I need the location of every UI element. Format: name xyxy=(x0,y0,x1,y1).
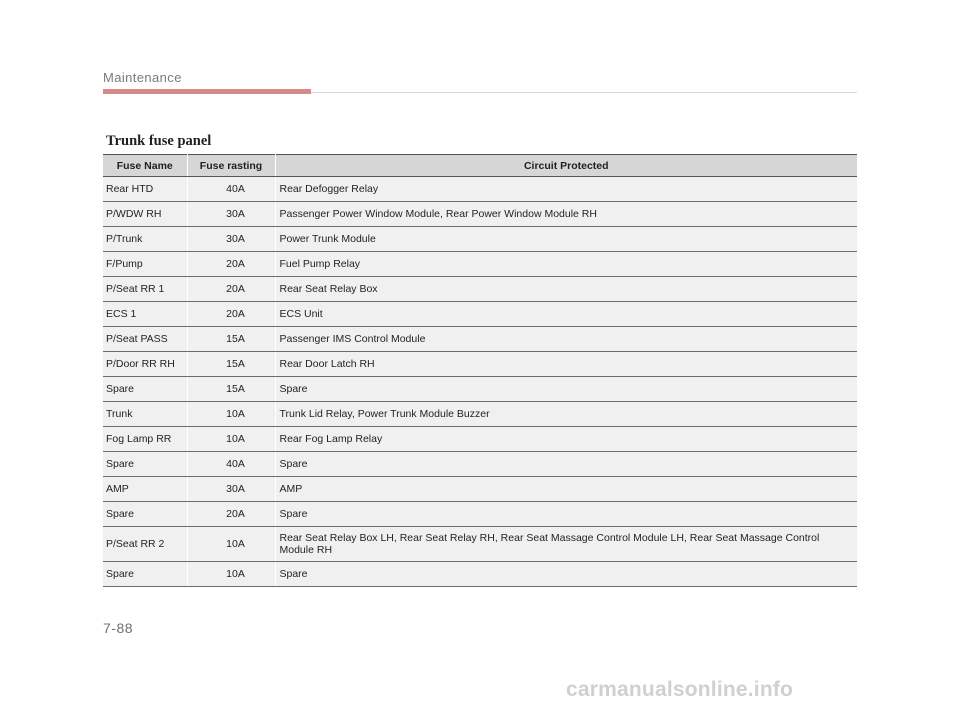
circuit-cell: Rear Defogger Relay xyxy=(275,177,857,202)
fuse-rating-cell: 40A xyxy=(187,177,275,202)
fuse-name-cell: Spare xyxy=(103,502,187,527)
fuse-rating-cell: 15A xyxy=(187,352,275,377)
fuse-rating-cell: 20A xyxy=(187,302,275,327)
fuse-rating-cell: 10A xyxy=(187,402,275,427)
fuse-rating-cell: 20A xyxy=(187,277,275,302)
header-accent-bar xyxy=(103,89,311,94)
table-row xyxy=(103,502,857,527)
circuit-cell: Spare xyxy=(275,452,857,477)
circuit-cell: Spare xyxy=(275,562,857,587)
table-row xyxy=(103,177,857,202)
table-row xyxy=(103,252,857,277)
table-row xyxy=(103,277,857,302)
table-row xyxy=(103,427,857,452)
circuit-cell: Spare xyxy=(275,377,857,402)
fuse-name-cell: P/Door RR RH xyxy=(103,352,187,377)
column-header-circuit-protected: Circuit Protected xyxy=(275,155,857,177)
fuse-rating-cell: 15A xyxy=(187,377,275,402)
fuse-table xyxy=(103,154,857,587)
fuse-name-cell: AMP xyxy=(103,477,187,502)
fuse-rating-cell: 10A xyxy=(187,427,275,452)
fuse-name-cell: Trunk xyxy=(103,402,187,427)
fuse-name-cell: P/Seat PASS xyxy=(103,327,187,352)
circuit-cell: Rear Seat Relay Box LH, Rear Seat Relay RH, Rear Seat Massage Control Module LH, Rear Seat Massage Control Module RH xyxy=(275,527,857,562)
circuit-cell: ECS Unit xyxy=(275,302,857,327)
table-row xyxy=(103,402,857,427)
circuit-cell: Rear Fog Lamp Relay xyxy=(275,427,857,452)
table-row xyxy=(103,477,857,502)
header-divider xyxy=(311,92,857,93)
table-row xyxy=(103,202,857,227)
table-row xyxy=(103,352,857,377)
fuse-name-cell: P/Trunk xyxy=(103,227,187,252)
table-row xyxy=(103,377,857,402)
fuse-name-cell: Fog Lamp RR xyxy=(103,427,187,452)
circuit-cell: Passenger Power Window Module, Rear Power Window Module RH xyxy=(275,202,857,227)
circuit-cell: AMP xyxy=(275,477,857,502)
table-row xyxy=(103,527,857,562)
circuit-cell: Power Trunk Module xyxy=(275,227,857,252)
fuse-name-cell: P/Seat RR 1 xyxy=(103,277,187,302)
circuit-cell: Rear Door Latch RH xyxy=(275,352,857,377)
fuse-rating-cell: 10A xyxy=(187,562,275,587)
table-row xyxy=(103,227,857,252)
fuse-name-cell: Spare xyxy=(103,452,187,477)
fuse-name-cell: Rear HTD xyxy=(103,177,187,202)
table-header-row xyxy=(103,155,857,177)
circuit-cell: Spare xyxy=(275,502,857,527)
fuse-name-cell: P/WDW RH xyxy=(103,202,187,227)
table-row xyxy=(103,452,857,477)
watermark: carmanualsonline.info xyxy=(566,678,794,701)
fuse-name-cell: ECS 1 xyxy=(103,302,187,327)
circuit-cell: Fuel Pump Relay xyxy=(275,252,857,277)
table-row xyxy=(103,562,857,587)
table-row xyxy=(103,302,857,327)
fuse-rating-cell: 40A xyxy=(187,452,275,477)
circuit-cell: Rear Seat Relay Box xyxy=(275,277,857,302)
circuit-cell: Trunk Lid Relay, Power Trunk Module Buzzer xyxy=(275,402,857,427)
table-row xyxy=(103,327,857,352)
fuse-rating-cell: 30A xyxy=(187,227,275,252)
table-title: Trunk fuse panel xyxy=(106,133,212,149)
column-header-fuse-rating: Fuse rasting xyxy=(187,155,275,177)
fuse-name-cell: Spare xyxy=(103,562,187,587)
section-label: Maintenance xyxy=(103,70,182,85)
fuse-name-cell: F/Pump xyxy=(103,252,187,277)
page-number: 7-88 xyxy=(103,620,134,636)
fuse-rating-cell: 15A xyxy=(187,327,275,352)
fuse-name-cell: Spare xyxy=(103,377,187,402)
circuit-cell: Passenger IMS Control Module xyxy=(275,327,857,352)
fuse-rating-cell: 20A xyxy=(187,252,275,277)
fuse-rating-cell: 10A xyxy=(187,527,275,562)
fuse-rating-cell: 30A xyxy=(187,202,275,227)
fuse-rating-cell: 30A xyxy=(187,477,275,502)
column-header-fuse-name: Fuse Name xyxy=(103,155,187,177)
fuse-rating-cell: 20A xyxy=(187,502,275,527)
fuse-name-cell: P/Seat RR 2 xyxy=(103,527,187,562)
